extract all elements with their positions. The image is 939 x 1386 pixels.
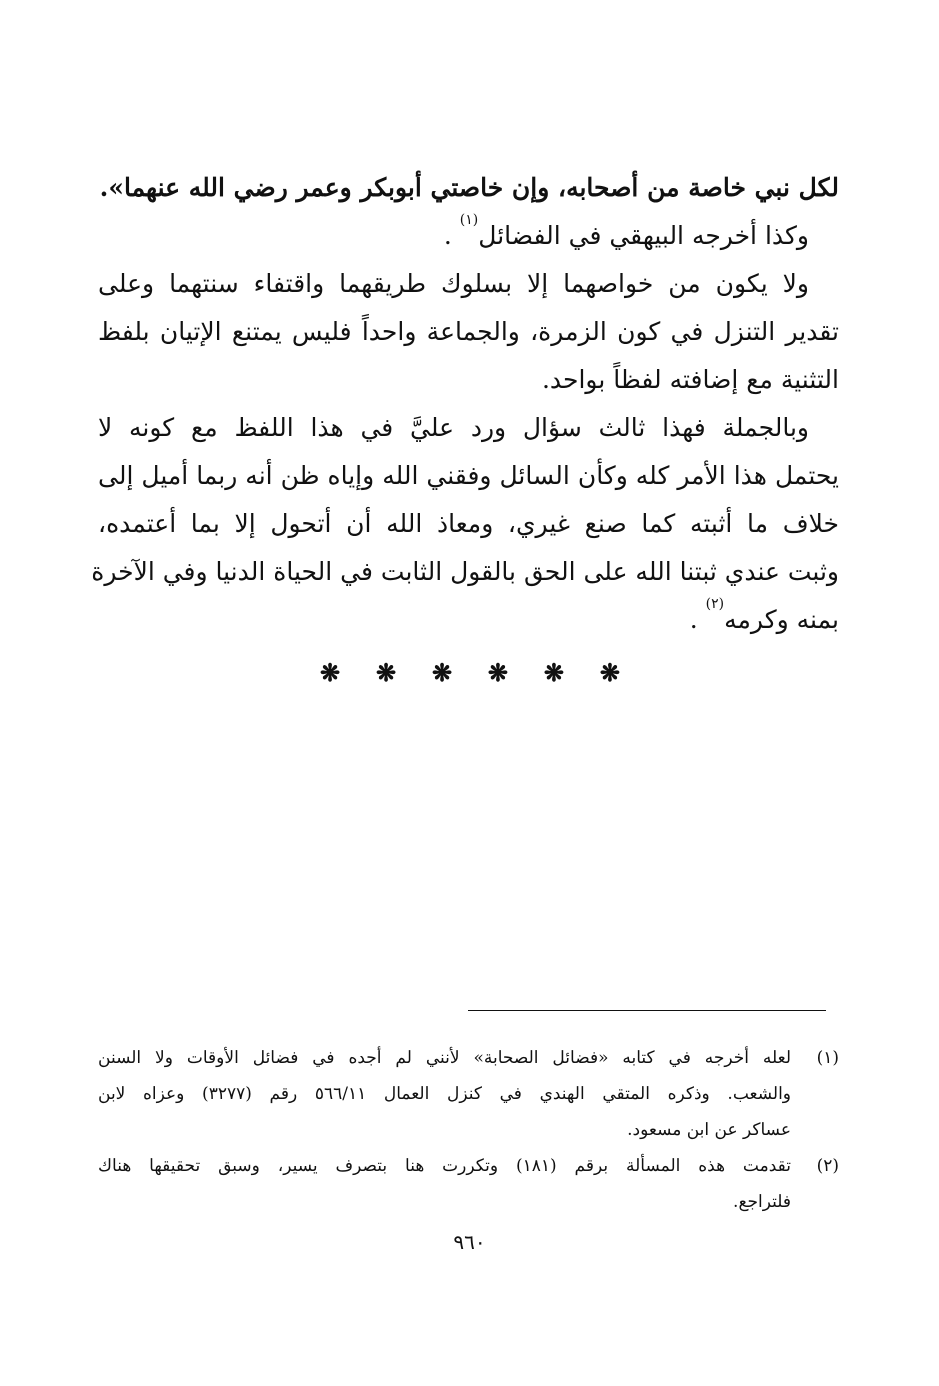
- text-line: يحتمل هذا الأمر كله وكأن السائل وفقني الله وإياه ظن أنه ربما أميل إلى: [98, 461, 839, 490]
- star-ornament-icon: ❋: [375, 658, 397, 687]
- text-line-content: وكذا أخرجه البيهقي في الفضائل: [478, 221, 809, 250]
- footnotes: [98, 1040, 839, 1220]
- text-line: [98, 596, 839, 644]
- footnote-line: عساكر عن ابن مسعود.: [627, 1120, 791, 1140]
- main-text: [91, 164, 839, 644]
- footnote-line: لعله أخرجه في كتابه «فضائل الصحابة» لأنني لم أجده في فضائل الأوقات ولا السنن: [98, 1048, 791, 1068]
- footnote-divider: [468, 1010, 826, 1011]
- footnote-line: تقدمت هذه المسألة برقم (١٨١) وتكررت هنا بتصرف يسير، وسبق تحقيقها هناك: [98, 1156, 791, 1176]
- footnote-reference[interactable]: (٢): [705, 596, 725, 612]
- text-line: خلاف ما أثبته كما صنع غيري، ومعاذ الله أن أتحول إلا بما أعتمده،: [98, 509, 839, 538]
- footnote-number: (١): [816, 1048, 839, 1068]
- text-line: التثنية مع إضافته لفظاً بواحد.: [541, 365, 839, 394]
- star-ornament-icon: ❋: [487, 658, 509, 687]
- text-line: ولا يكون من خواصهما إلا بسلوك طريقهما واقتفاء سنتهما وعلى: [98, 269, 809, 298]
- footnote-reference[interactable]: (١): [459, 212, 479, 228]
- text-line-content: بمنه وكرمه: [724, 605, 839, 634]
- footnote-2: [98, 1148, 839, 1220]
- page-number: ٩٦٠: [453, 1230, 486, 1254]
- text-line: وبالجملة فهذا ثالث سؤال ورد عليَّ في هذا اللفظ مع كونه لا: [98, 413, 809, 442]
- footnote-1: [98, 1040, 839, 1148]
- text-line: [98, 212, 839, 260]
- text-line: وثبت عندي ثبتنا الله على الحق بالقول الثابت في الحياة الدنيا وفي الآخرة: [91, 557, 839, 586]
- footnote-number: (٢): [816, 1156, 839, 1176]
- footnote-line: والشعب. وذكره المتقي الهندي في كنزل العمال ٥٦٦/١١ رقم (٣٢٧٧) وعزاه لابن: [98, 1084, 792, 1104]
- hadith-closing-line: لكل نبي خاصة من أصحابه، وإن خاصتي أبوبكر وعمر رضي الله عنهما».: [99, 173, 839, 202]
- star-ornament-icon: ❋: [599, 658, 620, 687]
- footnote-line: فلتراجع.: [733, 1192, 791, 1212]
- sentence-period: .: [443, 221, 452, 250]
- text-line: تقدير التنزل في كون الزمرة، والجماعة واحداً فليس يمتنع الإتيان بلفظ: [98, 317, 839, 346]
- star-ornament-icon: ❋: [543, 658, 564, 687]
- star-ornament-icon: ❋: [320, 658, 341, 687]
- section-separator: [320, 658, 620, 687]
- star-ornament-icon: ❋: [431, 658, 453, 687]
- sentence-period: .: [689, 605, 698, 634]
